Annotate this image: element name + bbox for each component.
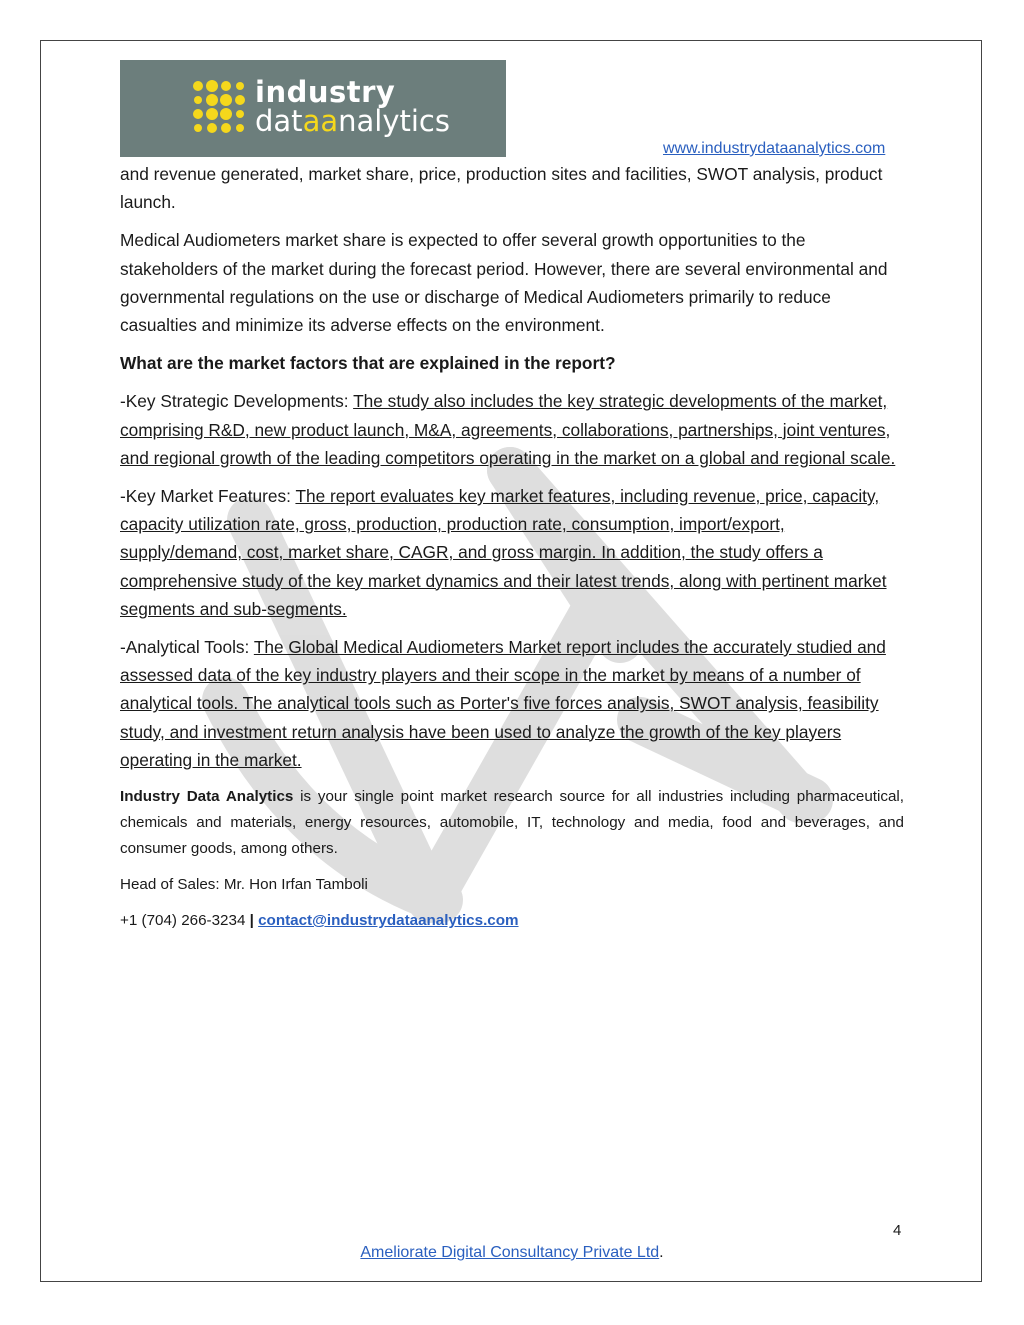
document-body <box>120 160 904 944</box>
website-link[interactable]: www.industrydataanalytics.com <box>663 140 886 157</box>
phone-number: +1 (704) 266-3234 <box>120 912 250 930</box>
section-question: What are the market factors that are explained in the report? <box>120 353 616 374</box>
factor-market-features: -Key Market Features: The report evaluates key market features, including revenue, price, capacity, capacity utilization rate, gross, production, production rate, consumption, import/export, supply/demand, cost, market share, CAGR, and gross margin. In addition, the study offers a comprehensive study of the key market dynamics and their latest trends, along with pertinent market segments and sub-segments. <box>120 486 887 619</box>
dots-logo-icon <box>190 78 250 138</box>
head-of-sales: Head of Sales: Mr. Hon Irfan Tamboli <box>120 876 368 894</box>
logo-word-industry: industry <box>255 75 396 109</box>
footer: Ameliorate Digital Consultancy Private Ltd. <box>360 1244 664 1261</box>
about-company: Industry Data Analytics is your single point market research source for all industries including pharmaceutical, chemicals and materials, energy resources, automobile, IT, technology and media, food and beverages, and consumer goods, among others. <box>120 788 904 858</box>
factor-text[interactable]: The Global Medical Audiometers Market report includes the accurately studied and assessed data of the key industry players and their scope in the market by means of a number of analytical tools. The analytical tools such as Porter's five forces analysis, SWOT analysis, feasibility study, and investment return analysis have been used to analyze the growth of the key players operating in the market. <box>120 637 886 770</box>
factor-text[interactable]: The report evaluates key market features, including revenue, price, capacity, capacity utilization rate, gross, production, production rate, consumption, import/export, supply/demand, cost, market share, CAGR, and gross margin. In addition, the study offers a comprehensive study of the key market dynamics and their latest trends, along with pertinent market segments and sub-segments. <box>120 486 887 619</box>
page-number: 4 <box>893 1222 902 1239</box>
logo-word-dataanalytics: dataanalytics <box>255 104 450 138</box>
paragraph-market-share: Medical Audiometers market share is expected to offer several growth opportunities to the stakeholders of the market during the forecast period. However, there are several environmental and governmental regulations on the use or discharge of Medical Audiometers primarily to reduce casualties and minimize its adverse effects on the environment. <box>120 230 888 336</box>
factor-analytical-tools: -Analytical Tools: The Global Medical Audiometers Market report includes the accurately studied and assessed data of the key industry players and their scope in the market by means of a number of analytical tools. The analytical tools such as Porter's five forces analysis, SWOT analysis, feasibility study, and investment return analysis have been used to analyze the growth of the key players operating in the market. <box>120 637 886 770</box>
factor-strategic-developments: -Key Strategic Developments: The study also includes the key strategic developments of the market, comprising R&D, new product launch, M&A, agreements, collaborations, partnerships, joint ventures, and regional growth of the leading competitors operating in the market on a global and regional scale. <box>120 391 896 468</box>
email-link[interactable]: contact@industrydataanalytics.com <box>258 912 519 930</box>
factor-text[interactable]: The study also includes the key strategic developments of the market, comprising R&D, new product launch, M&A, agreements, collaborations, partnerships, joint ventures, and regional growth of the leading competitors operating in the market on a global and regional scale. <box>120 391 896 468</box>
contact-line: +1 (704) 266-3234 | contact@industrydataanalytics.com <box>120 912 519 930</box>
company-footer-link[interactable]: Ameliorate Digital Consultancy Private Ltd <box>360 1244 660 1261</box>
paragraph-continuation: and revenue generated, market share, price, production sites and facilities, SWOT analysis, product launch. <box>120 164 883 213</box>
